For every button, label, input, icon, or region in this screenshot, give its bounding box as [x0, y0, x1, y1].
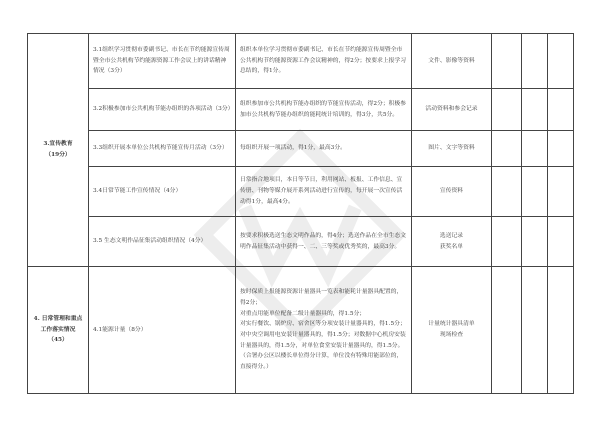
table-row — [28, 267, 574, 394]
self-score-cell — [492, 34, 522, 89]
remarks-cell — [548, 267, 574, 394]
self-score-cell — [492, 131, 522, 167]
item-cell: 4.1能源计量（8分） — [89, 267, 236, 394]
remarks-cell — [548, 131, 574, 167]
materials-cell: 选送记录 获奖名单 — [412, 217, 492, 267]
criteria-cell: 按要求积极选送生态文明作品的，得4分；选送作品在全市生态文明作品征集活动中获得一、二、三等奖或优秀奖的，最高3分。 — [236, 217, 412, 267]
self-score-cell — [492, 217, 522, 267]
category-title: 3.宣传教育 — [43, 141, 73, 148]
item-cell: 3.3组织开展本单位公共机构节能宣传月活动（3分） — [89, 131, 236, 167]
criteria-cell: 按时保质上报能源资源计量器具一览表和能耗计量器具配置的，得2分； 对重点用能单位配备二级计量器具的，得1.5分； 对实行餐饮、锅炉房、宿舍区等分项安装计量器具的，得1.5分； 对中央空调用电安装计量器具的，得1.5分；对数据中心机房安装计量器具的，得1.5分，对单位食堂安装计量器具的，得1.5分。（合署办公区以楼长单位得分计算，单位没有特殊用能部位的，直接得分。） — [236, 267, 412, 394]
table-row — [28, 131, 574, 167]
item-cell: 3.2积极参加市公共机构节能办组织的各项活动（3分） — [89, 89, 236, 131]
self-score-cell — [492, 167, 522, 217]
remarks-cell — [548, 167, 574, 217]
category-score: （19分） — [45, 152, 71, 158]
item-cell: 3.4日常节能工作宣传情况（4分） — [89, 167, 236, 217]
remarks-cell — [548, 217, 574, 267]
materials-cell: 图片、文字等资料 — [412, 131, 492, 167]
review-score-cell — [522, 131, 548, 167]
category-cell — [28, 34, 89, 267]
category-title: 4. 日常管理和重点工作落实情况 — [33, 315, 83, 333]
materials-cell: 宣传资料 — [412, 167, 492, 217]
review-score-cell — [522, 217, 548, 267]
category-score: （45） — [48, 337, 68, 344]
remarks-cell — [548, 89, 574, 131]
self-score-cell — [492, 89, 522, 131]
category-cell — [28, 267, 89, 394]
table-row — [28, 34, 574, 89]
item-cell: 3.1组织学习贯彻市委副书记、市长在节约能源宣传周暨全市公共机构节约能源资源工作会议上的讲话精神情况（3分） — [89, 34, 236, 89]
table-row — [28, 89, 574, 131]
review-score-cell — [522, 267, 548, 394]
evaluation-table — [27, 33, 574, 394]
self-score-cell — [492, 267, 522, 394]
materials-cell: 活动资料和参会记录 — [412, 89, 492, 131]
materials-cell: 文件、影像等资料 — [412, 34, 492, 89]
item-cell: 3.5 生态文明作品征集活动组织情况（4分） — [89, 217, 236, 267]
review-score-cell — [522, 167, 548, 217]
review-score-cell — [522, 34, 548, 89]
review-score-cell — [522, 89, 548, 131]
criteria-cell: 组织参加市公共机构节能办组织的节能宣传活动，得2分；积极参加市公共机构节能办组织的能耗统计培训的，得3分，共5分。 — [236, 89, 412, 131]
criteria-cell: 日常指合地项目，本日等节日，利用网站、板报、工作信息、宣传册、刊物等媒介展开系列活动进行宣传的，每开展一次宣传活动得1分，最高4分。 — [236, 167, 412, 217]
table-row — [28, 167, 574, 217]
criteria-cell: 每组织开展一项活动，得1分，最高3分。 — [236, 131, 412, 167]
remarks-cell — [548, 34, 574, 89]
materials-cell: 计量统计器具清单 现场检查 — [412, 267, 492, 394]
table-row — [28, 217, 574, 267]
criteria-cell: 组织本单位学习贯彻市委副书记、市长在节约能源宣传周暨全市公共机构节约能源资源工作会议精神的，得2分；按要求上报学习总结的，得1分。 — [236, 34, 412, 89]
